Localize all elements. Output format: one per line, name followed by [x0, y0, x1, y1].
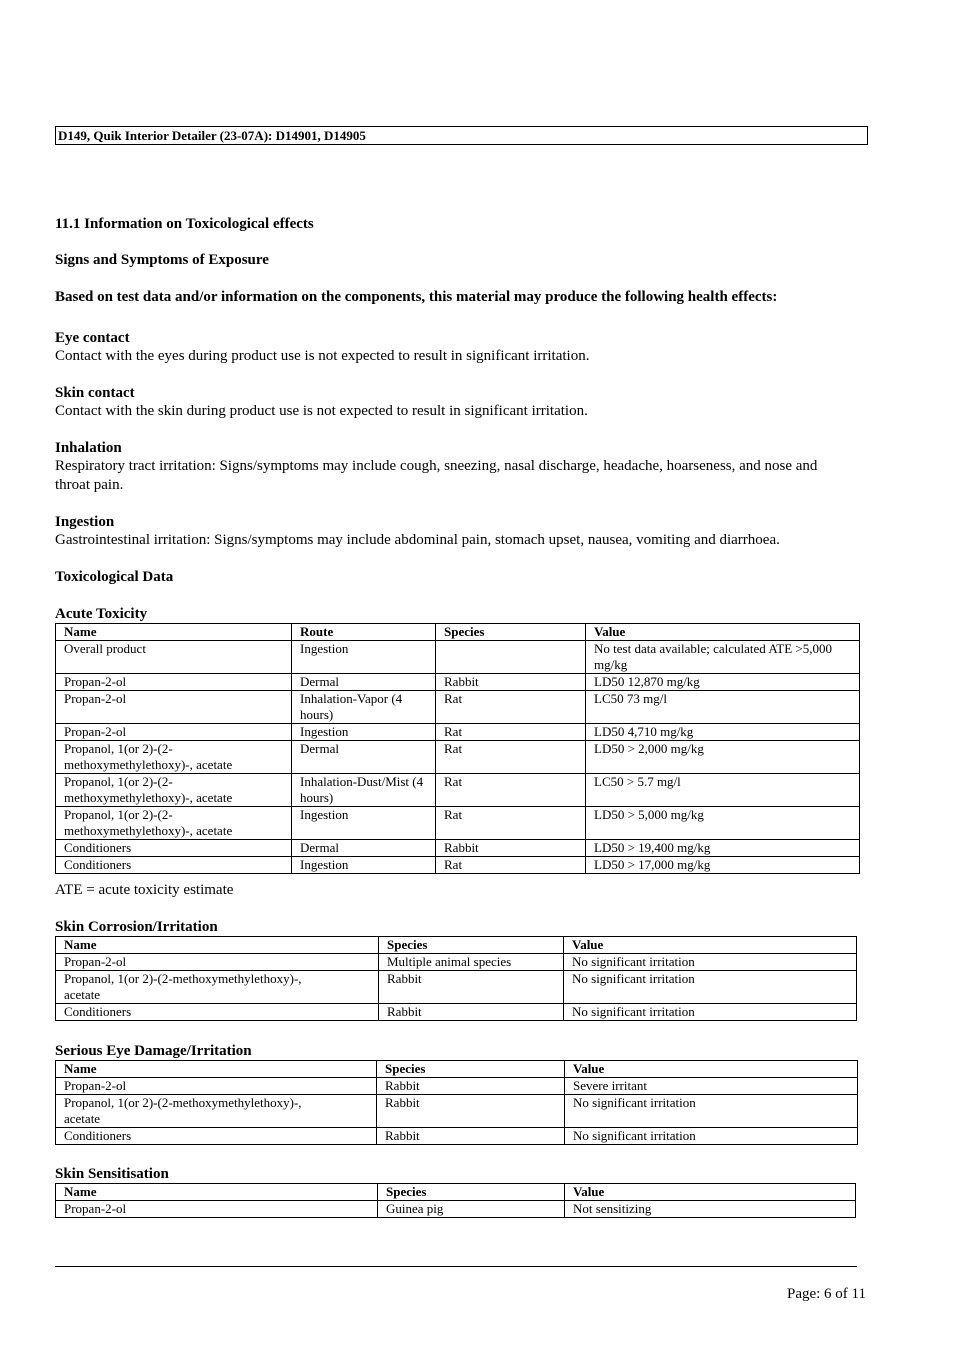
signs-title: Signs and Symptoms of Exposure	[55, 252, 269, 268]
acute-toxicity-title: Acute Toxicity	[55, 606, 148, 622]
page-number: Page: 6 of 11	[786, 1286, 866, 1302]
cell-route: Ingestion	[292, 724, 436, 741]
cell-name: Propan-2-ol	[56, 1078, 377, 1095]
cell-species: Rabbit	[379, 1004, 564, 1021]
col-species-header: Species	[379, 937, 564, 954]
col-species-header: Species	[436, 624, 586, 641]
cell-value: Severe irritant	[565, 1078, 858, 1095]
table-header-row	[56, 937, 857, 954]
table-header-row	[56, 1061, 858, 1078]
cell-name: Conditioners	[56, 1128, 377, 1145]
table-row	[56, 674, 860, 691]
table-row	[56, 1128, 858, 1145]
table-row	[56, 774, 860, 807]
col-species-header: Species	[377, 1061, 565, 1078]
cell-route: Ingestion	[292, 857, 436, 874]
cell-route: Dermal	[292, 674, 436, 691]
cell-species: Rat	[436, 724, 586, 741]
cell-species: Rat	[436, 807, 586, 840]
col-route-header: Route	[292, 624, 436, 641]
acute-toxicity-table	[55, 623, 860, 874]
cell-route: Dermal	[292, 840, 436, 857]
cell-species: Multiple animal species	[379, 954, 564, 971]
cell-name: Propanol, 1(or 2)-(2-methoxymethylethoxy)-, acetate	[56, 971, 379, 1004]
cell-species: Rat	[436, 691, 586, 724]
cell-value: No significant irritation	[564, 954, 857, 971]
skin-sensitisation-title: Skin Sensitisation	[55, 1166, 169, 1182]
col-name-header: Name	[56, 937, 379, 954]
cell-name: Overall product	[56, 641, 292, 674]
intro-text: Based on test data and/or information on the components, this material may produce the following health effects:	[55, 289, 778, 305]
skin-contact-text: Contact with the skin during product use is not expected to result in significant irritation.	[55, 403, 588, 419]
ingestion-title: Ingestion	[55, 514, 115, 530]
col-value-header: Value	[586, 624, 860, 641]
col-value-header: Value	[565, 1184, 856, 1201]
cell-value: No test data available; calculated ATE >5,000 mg/kg	[586, 641, 860, 674]
cell-value: LD50 > 19,400 mg/kg	[586, 840, 860, 857]
cell-name: Propan-2-ol	[56, 724, 292, 741]
cell-value: No significant irritation	[564, 971, 857, 1004]
cell-species: Rabbit	[379, 971, 564, 1004]
skin-sensitisation-table	[55, 1183, 856, 1218]
cell-species	[436, 641, 586, 674]
cell-species: Rat	[436, 774, 586, 807]
eye-damage-title: Serious Eye Damage/Irritation	[55, 1043, 252, 1059]
cell-value: Not sensitizing	[565, 1201, 856, 1218]
cell-route: Ingestion	[292, 641, 436, 674]
cell-route: Dermal	[292, 741, 436, 774]
cell-value: LD50 > 5,000 mg/kg	[586, 807, 860, 840]
table-row	[56, 840, 860, 857]
cell-route: Inhalation-Vapor (4 hours)	[292, 691, 436, 724]
inhalation-title: Inhalation	[55, 440, 122, 456]
eye-contact-text: Contact with the eyes during product use is not expected to result in significant irritation.	[55, 348, 590, 364]
cell-value: LC50 > 5.7 mg/l	[586, 774, 860, 807]
cell-value: LC50 73 mg/l	[586, 691, 860, 724]
table-row	[56, 954, 857, 971]
skin-contact-title: Skin contact	[55, 385, 135, 401]
table-row	[56, 691, 860, 724]
col-name-header: Name	[56, 624, 292, 641]
cell-value: LD50 4,710 mg/kg	[586, 724, 860, 741]
section-title: 11.1 Information on Toxicological effects	[55, 216, 314, 232]
cell-name: Propan-2-ol	[56, 674, 292, 691]
col-species-header: Species	[378, 1184, 565, 1201]
cell-species: Guinea pig	[378, 1201, 565, 1218]
table-row	[56, 741, 860, 774]
cell-species: Rat	[436, 857, 586, 874]
cell-name: Propanol, 1(or 2)-(2-methoxymethylethoxy)-, acetate	[56, 774, 292, 807]
cell-value: No significant irritation	[564, 1004, 857, 1021]
table-row	[56, 807, 860, 840]
cell-route: Ingestion	[292, 807, 436, 840]
inhalation-text: Respiratory tract irritation: Signs/symptoms may include cough, sneezing, nasal discharge, headache, hoarseness, and nose and throat pain.	[55, 458, 818, 493]
cell-value: LD50 > 2,000 mg/kg	[586, 741, 860, 774]
cell-name: Conditioners	[56, 857, 292, 874]
cell-value: LD50 12,870 mg/kg	[586, 674, 860, 691]
cell-species: Rabbit	[377, 1095, 565, 1128]
cell-species: Rabbit	[436, 674, 586, 691]
cell-route: Inhalation-Dust/Mist (4 hours)	[292, 774, 436, 807]
cell-name: Propanol, 1(or 2)-(2-methoxymethylethoxy)-, acetate	[56, 741, 292, 774]
col-value-header: Value	[564, 937, 857, 954]
document-header: D149, Quik Interior Detailer (23-07A): D14901, D14905	[55, 126, 868, 145]
ingestion-text: Gastrointestinal irritation: Signs/symptoms may include abdominal pain, stomach upset, nausea, vomiting and diarrhoea.	[55, 532, 780, 548]
footer-divider	[55, 1266, 857, 1267]
eye-damage-table	[55, 1060, 858, 1145]
table-row	[56, 641, 860, 674]
table-row	[56, 724, 860, 741]
skin-corrosion-table	[55, 936, 857, 1021]
col-name-header: Name	[56, 1184, 378, 1201]
cell-value: LD50 > 17,000 mg/kg	[586, 857, 860, 874]
cell-name: Propanol, 1(or 2)-(2-methoxymethylethoxy)-, acetate	[56, 1095, 377, 1128]
table-header-row	[56, 1184, 856, 1201]
cell-name: Conditioners	[56, 840, 292, 857]
cell-species: Rat	[436, 741, 586, 774]
tox-data-title: Toxicological Data	[55, 569, 174, 585]
cell-value: No significant irritation	[565, 1128, 858, 1145]
cell-name: Conditioners	[56, 1004, 379, 1021]
eye-contact-title: Eye contact	[55, 330, 130, 346]
cell-name: Propan-2-ol	[56, 1201, 378, 1218]
table-row	[56, 971, 857, 1004]
cell-species: Rabbit	[377, 1078, 565, 1095]
skin-corrosion-title: Skin Corrosion/Irritation	[55, 919, 218, 935]
table-row	[56, 1095, 858, 1128]
col-name-header: Name	[56, 1061, 377, 1078]
table-row	[56, 857, 860, 874]
cell-name: Propan-2-ol	[56, 691, 292, 724]
cell-species: Rabbit	[436, 840, 586, 857]
table-row	[56, 1004, 857, 1021]
ate-note: ATE = acute toxicity estimate	[55, 882, 234, 898]
cell-name: Propanol, 1(or 2)-(2-methoxymethylethoxy)-, acetate	[56, 807, 292, 840]
table-header-row	[56, 624, 860, 641]
cell-name: Propan-2-ol	[56, 954, 379, 971]
table-row	[56, 1078, 858, 1095]
table-row	[56, 1201, 856, 1218]
cell-species: Rabbit	[377, 1128, 565, 1145]
cell-value: No significant irritation	[565, 1095, 858, 1128]
col-value-header: Value	[565, 1061, 858, 1078]
